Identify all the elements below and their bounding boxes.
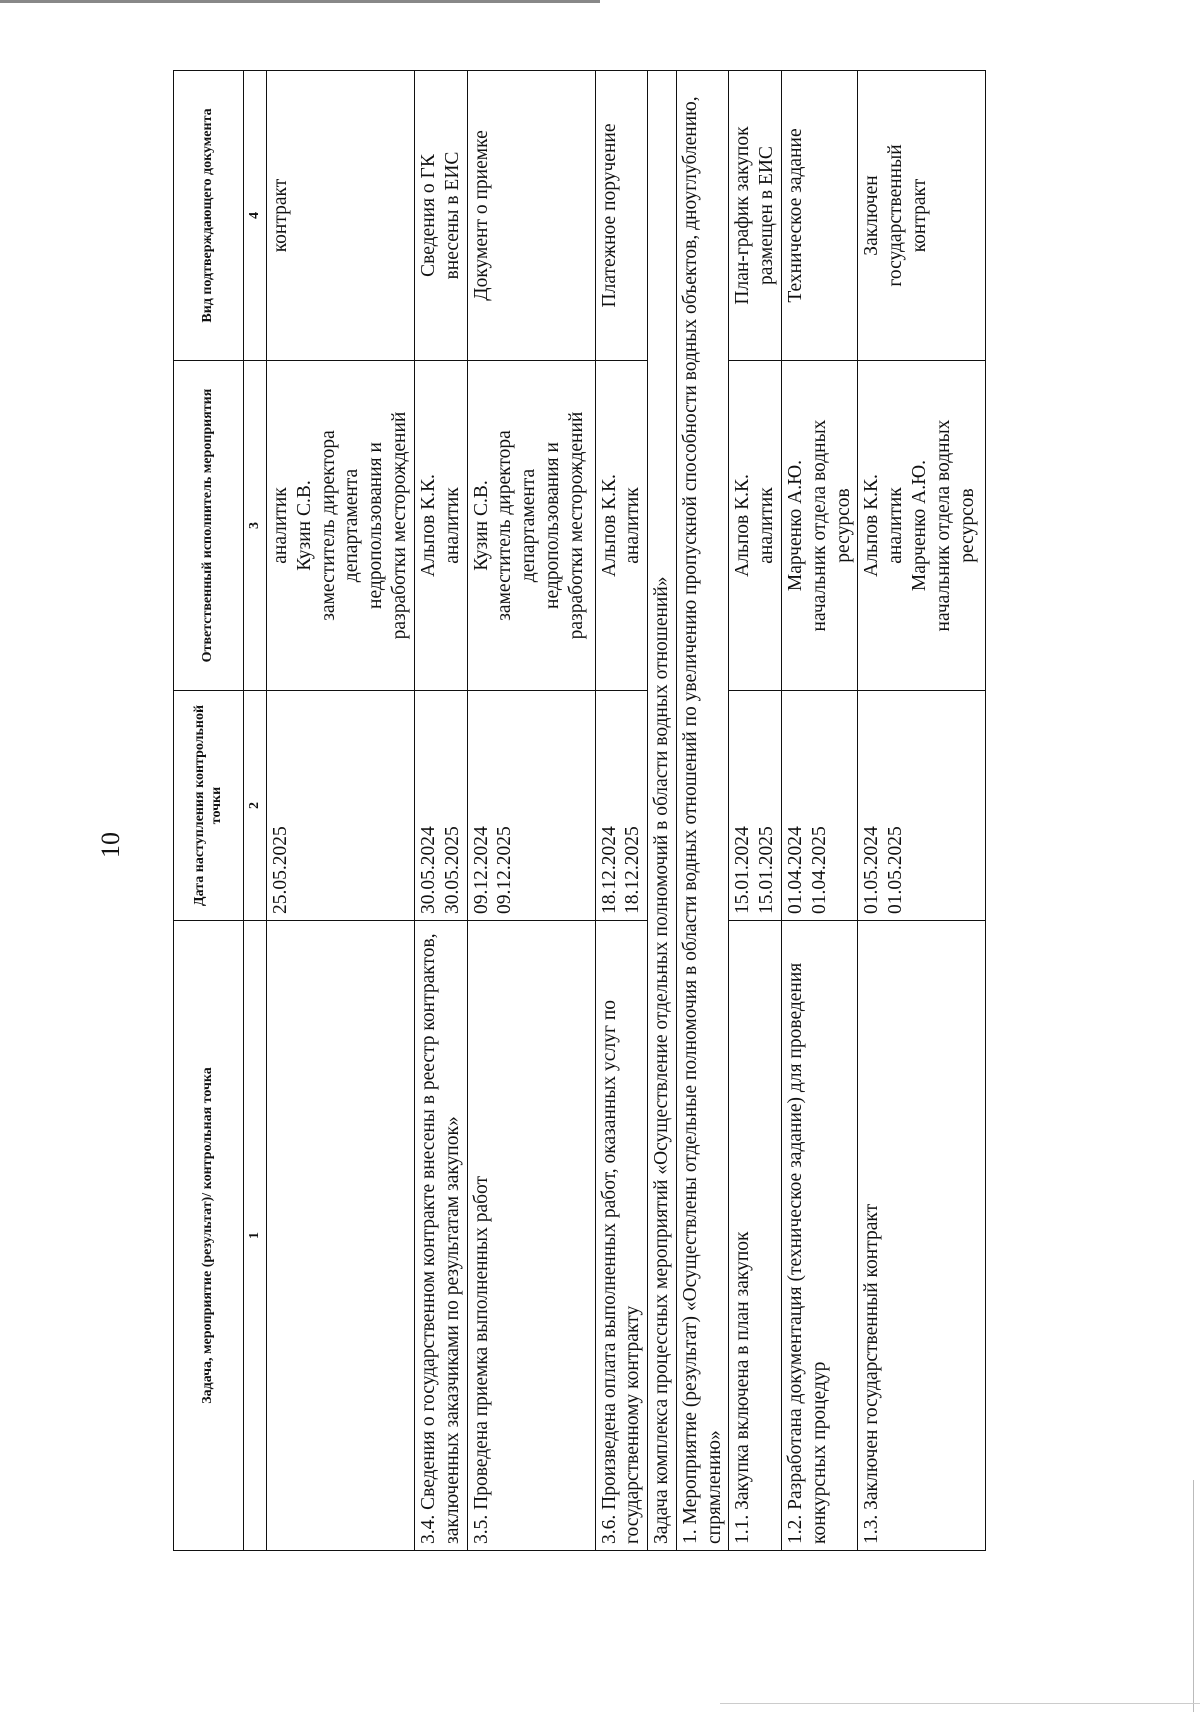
task-cell bbox=[267, 921, 415, 1551]
scan-edge-right bbox=[1193, 1480, 1194, 1712]
header-task: Задача, мероприятие (результат)/ контрольная точка bbox=[174, 921, 244, 1551]
table-header-row bbox=[174, 71, 244, 1551]
task-cell: 3.4. Сведения о государственном контракте внесены в реестр контрактов, заключенных заказчиками по результатам закупок» bbox=[415, 921, 468, 1551]
date-cell: 01.05.2024 01.05.2025 bbox=[858, 691, 986, 921]
task-cell: 1.2. Разработана документация (техническое задание) для проведения конкурсных процедур bbox=[782, 921, 858, 1551]
executor-cell: Альпов К.К. аналитик bbox=[729, 361, 782, 691]
table-row bbox=[467, 71, 595, 1551]
date-cell: 15.01.2024 15.01.2025 bbox=[729, 691, 782, 921]
measure-row bbox=[676, 71, 729, 1551]
document-cell: План-график закупок размещен в ЕИС bbox=[729, 71, 782, 361]
date-cell: 09.12.2024 09.12.2025 bbox=[467, 691, 595, 921]
control-points-table bbox=[173, 70, 986, 1551]
executor-cell: Марченко А.Ю. начальник отдела водных ресурсов bbox=[782, 361, 858, 691]
date-cell: 01.04.2024 01.04.2025 bbox=[782, 691, 858, 921]
section-row bbox=[648, 71, 677, 1551]
task-cell: 1.3. Заключен государственный контракт bbox=[858, 921, 986, 1551]
executor-cell: Альпов К.К. аналитик bbox=[595, 361, 648, 691]
document-cell: Платежное поручение bbox=[595, 71, 648, 361]
date-cell: 18.12.2024 18.12.2025 bbox=[595, 691, 648, 921]
executor-cell: Кузин С.В. заместитель директора департамента недропользования и разработки месторождений bbox=[467, 361, 595, 691]
document-cell: Заключен государственный контракт bbox=[858, 71, 986, 361]
header-document: Вид подтверждающего документа bbox=[174, 71, 244, 361]
scan-edge-top bbox=[0, 0, 600, 3]
table-row bbox=[595, 71, 648, 1551]
table-row bbox=[729, 71, 782, 1551]
date-cell: 25.05.2025 bbox=[267, 691, 415, 921]
document-cell: контракт bbox=[267, 71, 415, 361]
header-date: Дата наступления контрольной точки bbox=[174, 691, 244, 921]
document-cell: Техническое задание bbox=[782, 71, 858, 361]
scan-edge-bottom bbox=[720, 1703, 1200, 1704]
column-number: 2 bbox=[244, 691, 267, 921]
page-number: 10 bbox=[96, 832, 125, 858]
document-cell: Документ о приемке bbox=[467, 71, 595, 361]
table-row bbox=[267, 71, 415, 1551]
column-number-row bbox=[244, 71, 267, 1551]
table-row bbox=[415, 71, 468, 1551]
column-number: 4 bbox=[244, 71, 267, 361]
rotated-sheet bbox=[173, 71, 1095, 1551]
document-cell: Сведения о ГК внесены в ЕИС bbox=[415, 71, 468, 361]
date-cell: 30.05.2024 30.05.2025 bbox=[415, 691, 468, 921]
column-number: 3 bbox=[244, 361, 267, 691]
measure-title: 1. Мероприятие (результат) «Осуществлены отдельные полномочия в области водных отношений по увеличению пропускной способности водных объектов, дноуглублению, спрямлению» bbox=[676, 71, 729, 1551]
section-title: Задача комплекса процессных мероприятий «Осуществление отдельных полномочий в области водных отношений» bbox=[648, 71, 677, 1551]
task-cell: 3.5. Проведена приемка выполненных работ bbox=[467, 921, 595, 1551]
table-row bbox=[858, 71, 986, 1551]
task-cell: 3.6. Произведена оплата выполненных работ, оказанных услуг по государственному контракту bbox=[595, 921, 648, 1551]
column-number: 1 bbox=[244, 921, 267, 1551]
executor-cell: Альпов К.К. аналитик Марченко А.Ю. начальник отдела водных ресурсов bbox=[858, 361, 986, 691]
executor-cell: Альпов К.К. аналитик bbox=[415, 361, 468, 691]
executor-cell: аналитик Кузин С.В. заместитель директора департамента недропользования и разработки месторождений bbox=[267, 361, 415, 691]
header-executor: Ответственный исполнитель мероприятия bbox=[174, 361, 244, 691]
table-row bbox=[782, 71, 858, 1551]
task-cell: 1.1. Закупка включена в план закупок bbox=[729, 921, 782, 1551]
